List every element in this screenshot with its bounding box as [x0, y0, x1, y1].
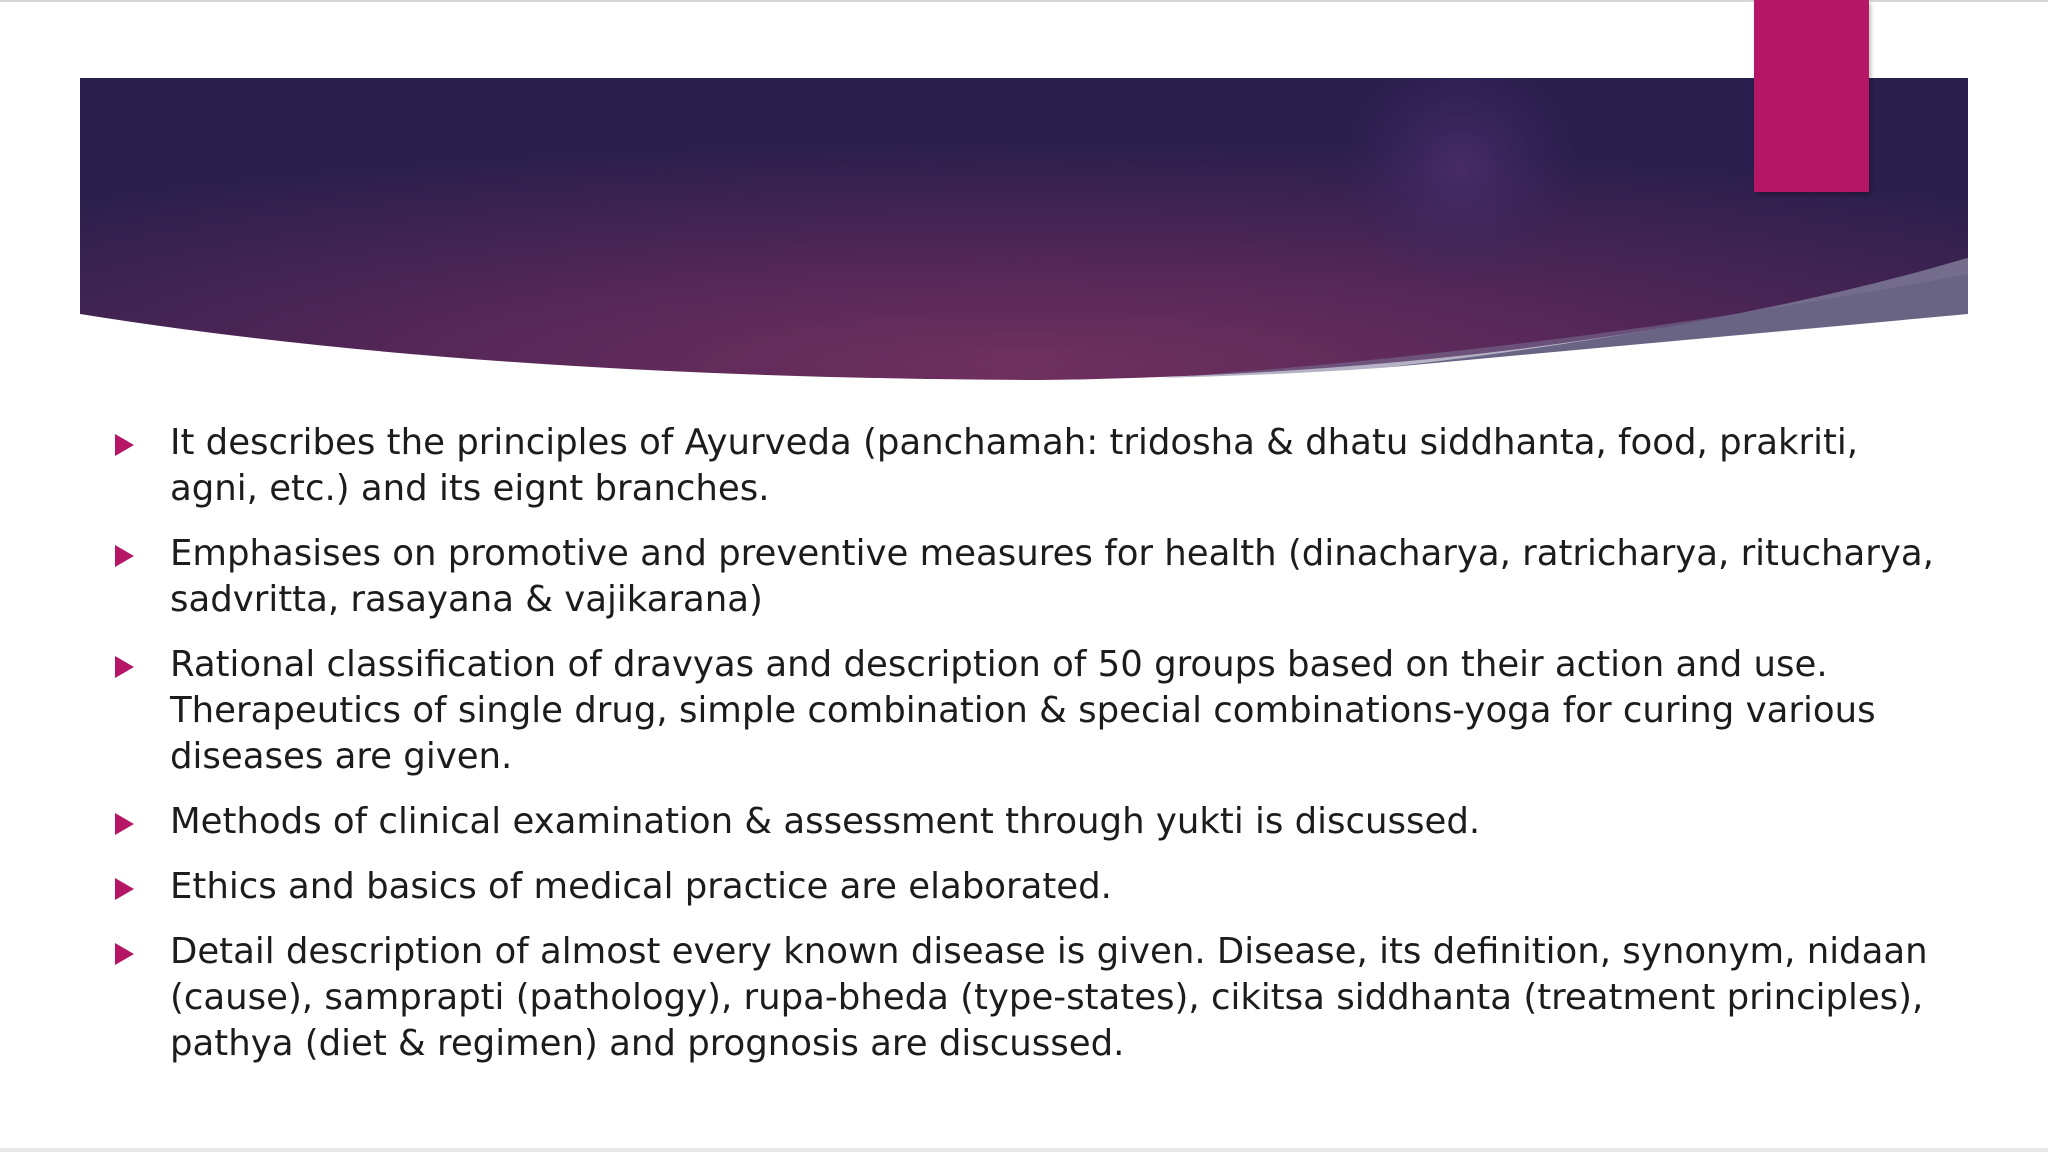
top-divider [0, 0, 2048, 2]
triangle-right-icon [115, 434, 134, 456]
triangle-right-icon [115, 545, 134, 567]
bullet-item [110, 531, 1950, 623]
bullet-text: It describes the principles of Ayurveda (panchamah: tridosha & dhatu siddhanta, food, prakriti, agni, etc.) and its eignt branches. [170, 422, 1859, 509]
triangle-right-icon [115, 656, 134, 678]
title-banner [80, 78, 1968, 383]
bullet-item [110, 799, 1950, 845]
bullet-text: Methods of clinical examination & assessment through yukti is discussed. [170, 801, 1481, 842]
bullet-text: Detail description of almost every known disease is given. Disease, its definition, synonym, nidaan (cause), samprapti (pathology), rupa-bheda (type-states), cikitsa siddhanta (treatment principles), pathya (diet & regimen) and prognosis are discussed. [170, 931, 1928, 1064]
content-area [110, 420, 1950, 1086]
triangle-right-icon [115, 813, 134, 835]
bullet-text: Rational classification of dravyas and description of 50 groups based on their action and use. Therapeutics of single drug, simple combination & special combinations-yoga for curing various diseases are given. [170, 644, 1876, 777]
bullet-item [110, 864, 1950, 910]
bullet-text: Emphasises on promotive and preventive measures for health (dinacharya, ratricharya, ritucharya, sadvritta, rasayana & vajikarana) [170, 533, 1934, 620]
bullet-list [110, 420, 1950, 1067]
accent-tab [1754, 0, 1869, 192]
bullet-item [110, 929, 1950, 1067]
bullet-text: Ethics and basics of medical practice are elaborated. [170, 866, 1112, 907]
bullet-item [110, 642, 1950, 780]
banner-graphic [80, 78, 1968, 383]
bottom-divider [0, 1148, 2048, 1152]
triangle-right-icon [115, 943, 134, 965]
triangle-right-icon [115, 878, 134, 900]
bullet-item [110, 420, 1950, 512]
